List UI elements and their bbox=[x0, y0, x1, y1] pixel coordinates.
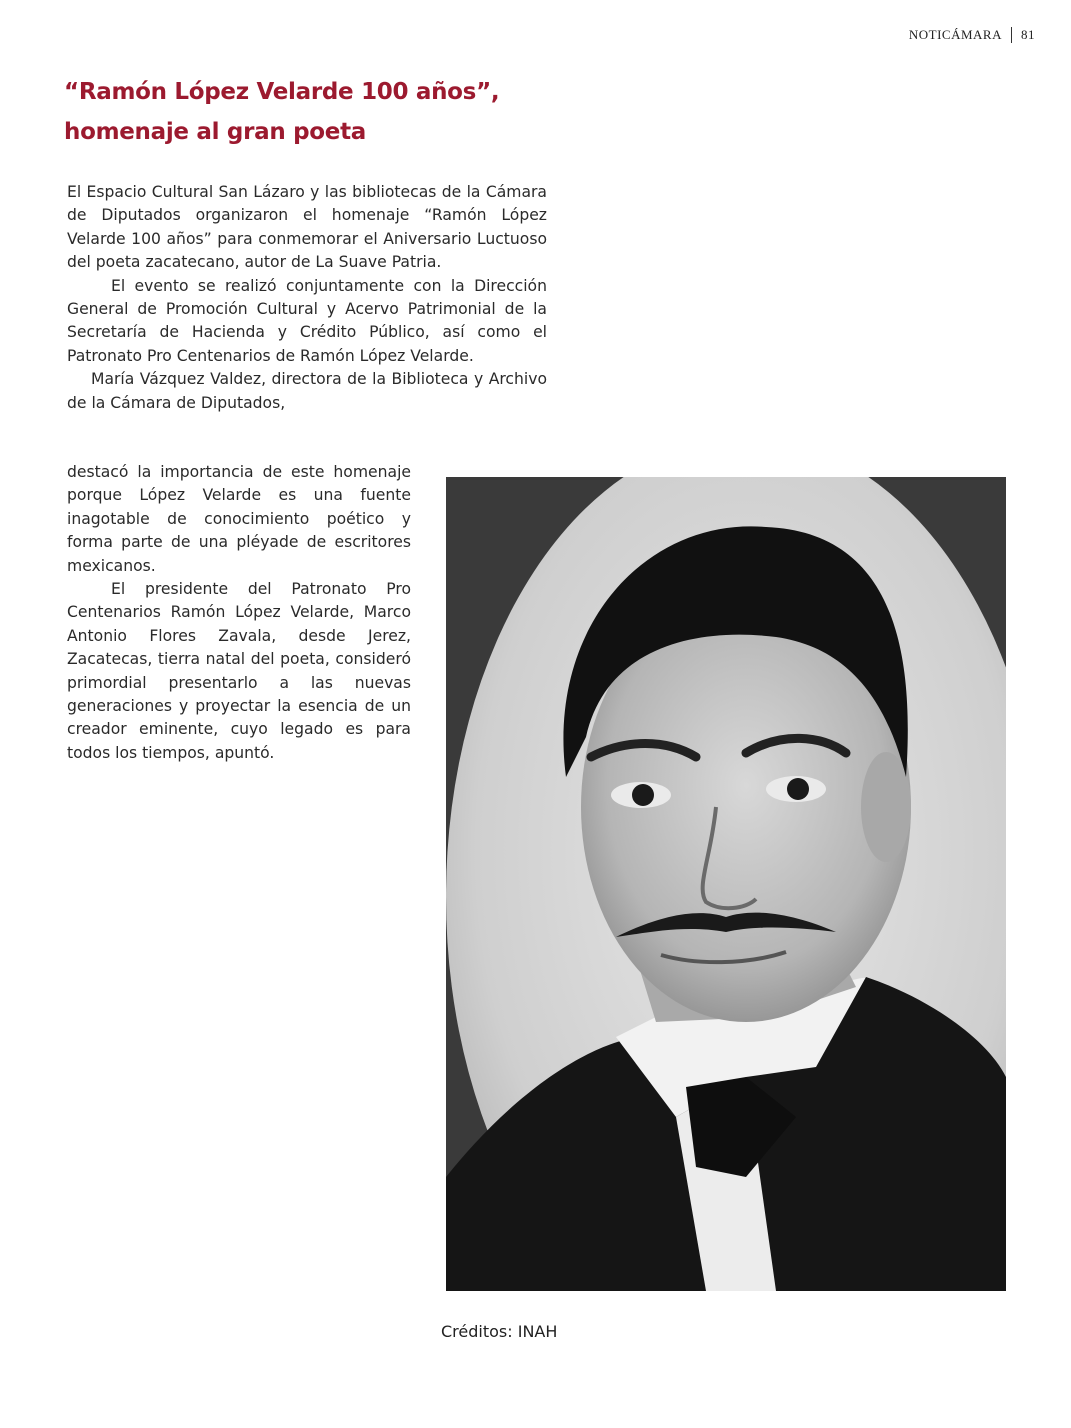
running-head bbox=[909, 27, 1035, 43]
article-title-line-1: “Ramón López Velarde 100 años”, bbox=[64, 79, 500, 105]
article-body-narrow bbox=[67, 461, 411, 765]
portrait-image bbox=[446, 477, 1006, 1291]
portrait-photo bbox=[446, 477, 1006, 1291]
paragraph-4: El presidente del Patronato Pro Centenarios Ramón López Velarde, Marco Antonio Flores Zavala, desde Jerez, Zacatecas, tierra natal del poeta, consideró primordial presentarlo a las nuevas generaciones y proyectar la esencia de un creador eminente, cuyo legado es para todos los tiempos, apuntó. bbox=[67, 580, 411, 762]
publication-name: NOTICÁMARA bbox=[908, 27, 1002, 42]
page-number: 81 bbox=[1021, 27, 1035, 42]
paragraph-3: María Vázquez Valdez, directora de la Biblioteca y Archivo de la Cámara de Diputados, bbox=[67, 370, 547, 412]
article-title-line-2: homenaje al gran poeta bbox=[64, 119, 367, 145]
paragraph-2: El evento se realizó conjuntamente con la Dirección General de Promoción Cultural y Acervo Patrimonial de la Secretaría de Hacienda y Crédito Público, así como el Patronato Pro Centenarios de Ramón López Velarde. bbox=[67, 276, 547, 365]
paragraph-1: El Espacio Cultural San Lázaro y las bibliotecas de la Cámara de Diputados organizaron el homenaje “Ramón López Velarde 100 años” para conmemorar el Aniversario Luctuoso del poeta zacatecano, autor de La Suave Patria. bbox=[67, 183, 547, 272]
header-divider bbox=[1011, 27, 1012, 43]
photo-credit: Créditos: INAH bbox=[441, 1322, 558, 1341]
paragraph-3-continued: destacó la importancia de este homenaje porque López Velarde es una fuente inagotable de conocimiento poético y forma parte de una pléyade de escritores mexicanos. bbox=[67, 463, 411, 575]
article-title bbox=[64, 72, 584, 152]
article-body-top bbox=[67, 181, 547, 415]
